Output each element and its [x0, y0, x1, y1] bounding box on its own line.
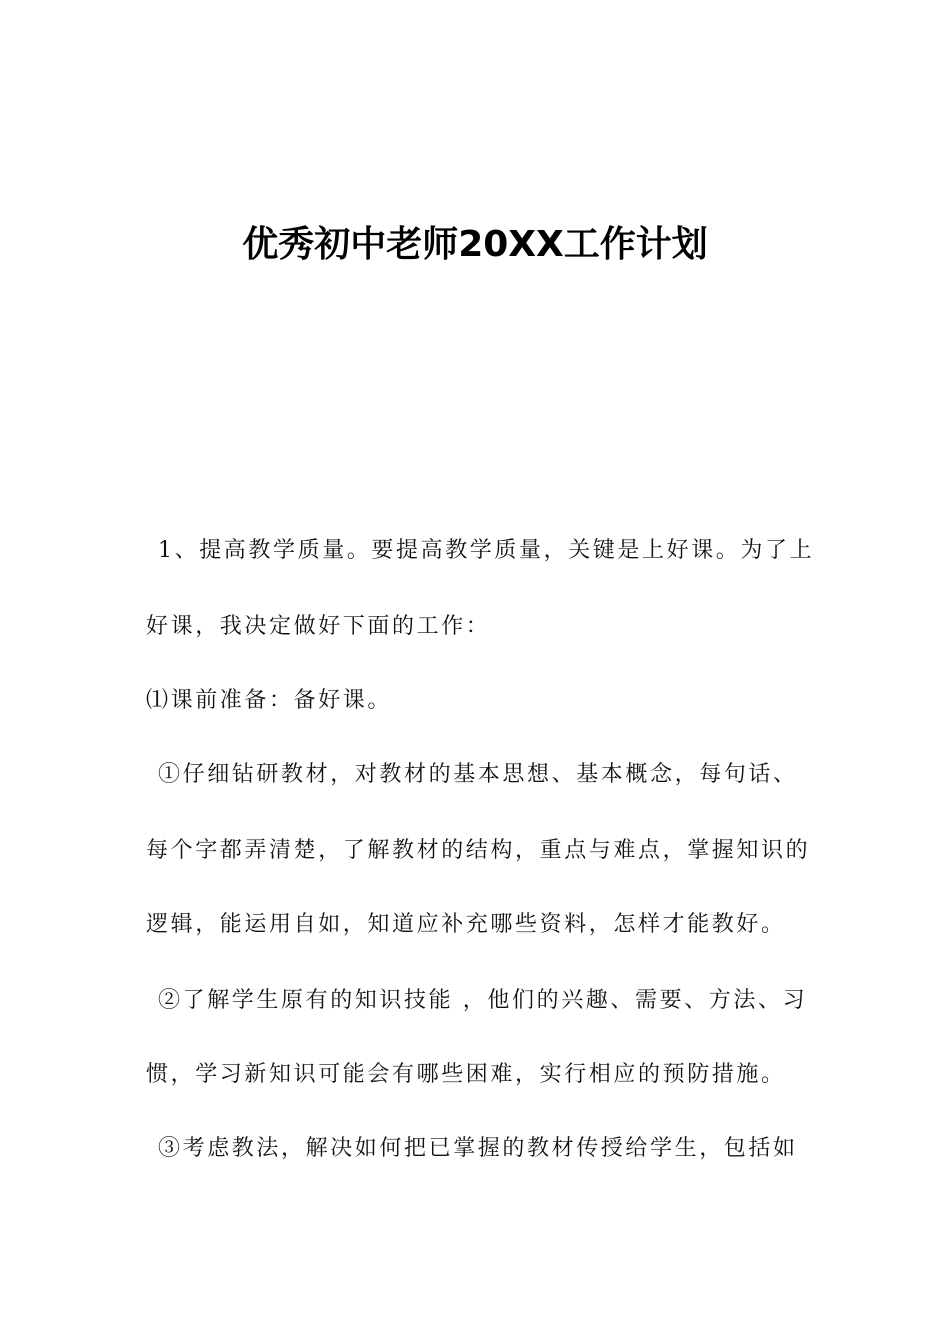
paragraph-line: 惯，学习新知识可能会有哪些困难，实行相应的预防措施。: [146, 1062, 786, 1087]
paragraph-line: 逻辑，能运用自如，知道应补充哪些资料，怎样才能教好。: [146, 912, 786, 937]
paragraph-line: ⑴课前准备：备好课。: [146, 688, 393, 713]
paragraph-line: ①仔细钻研教材，对教材的基本思想、基本概念，每句话、: [158, 762, 798, 787]
paragraph-line: ③考虑教法，解决如何把已掌握的教材传授给学生，包括如: [158, 1136, 798, 1161]
paragraph-line: 1、提高教学质量。要提高教学质量，关键是上好课。为了上: [158, 538, 815, 563]
paragraph-line: 好课，我决定做好下面的工作：: [146, 614, 491, 639]
paragraph-line: ②了解学生原有的知识技能 ，他们的兴趣、需要、方法、习: [158, 988, 808, 1013]
paragraph-line: 每个字都弄清楚，了解教材的结构，重点与难点，掌握知识的: [146, 838, 811, 863]
document-title: 优秀初中老师20XX工作计划: [242, 224, 708, 265]
